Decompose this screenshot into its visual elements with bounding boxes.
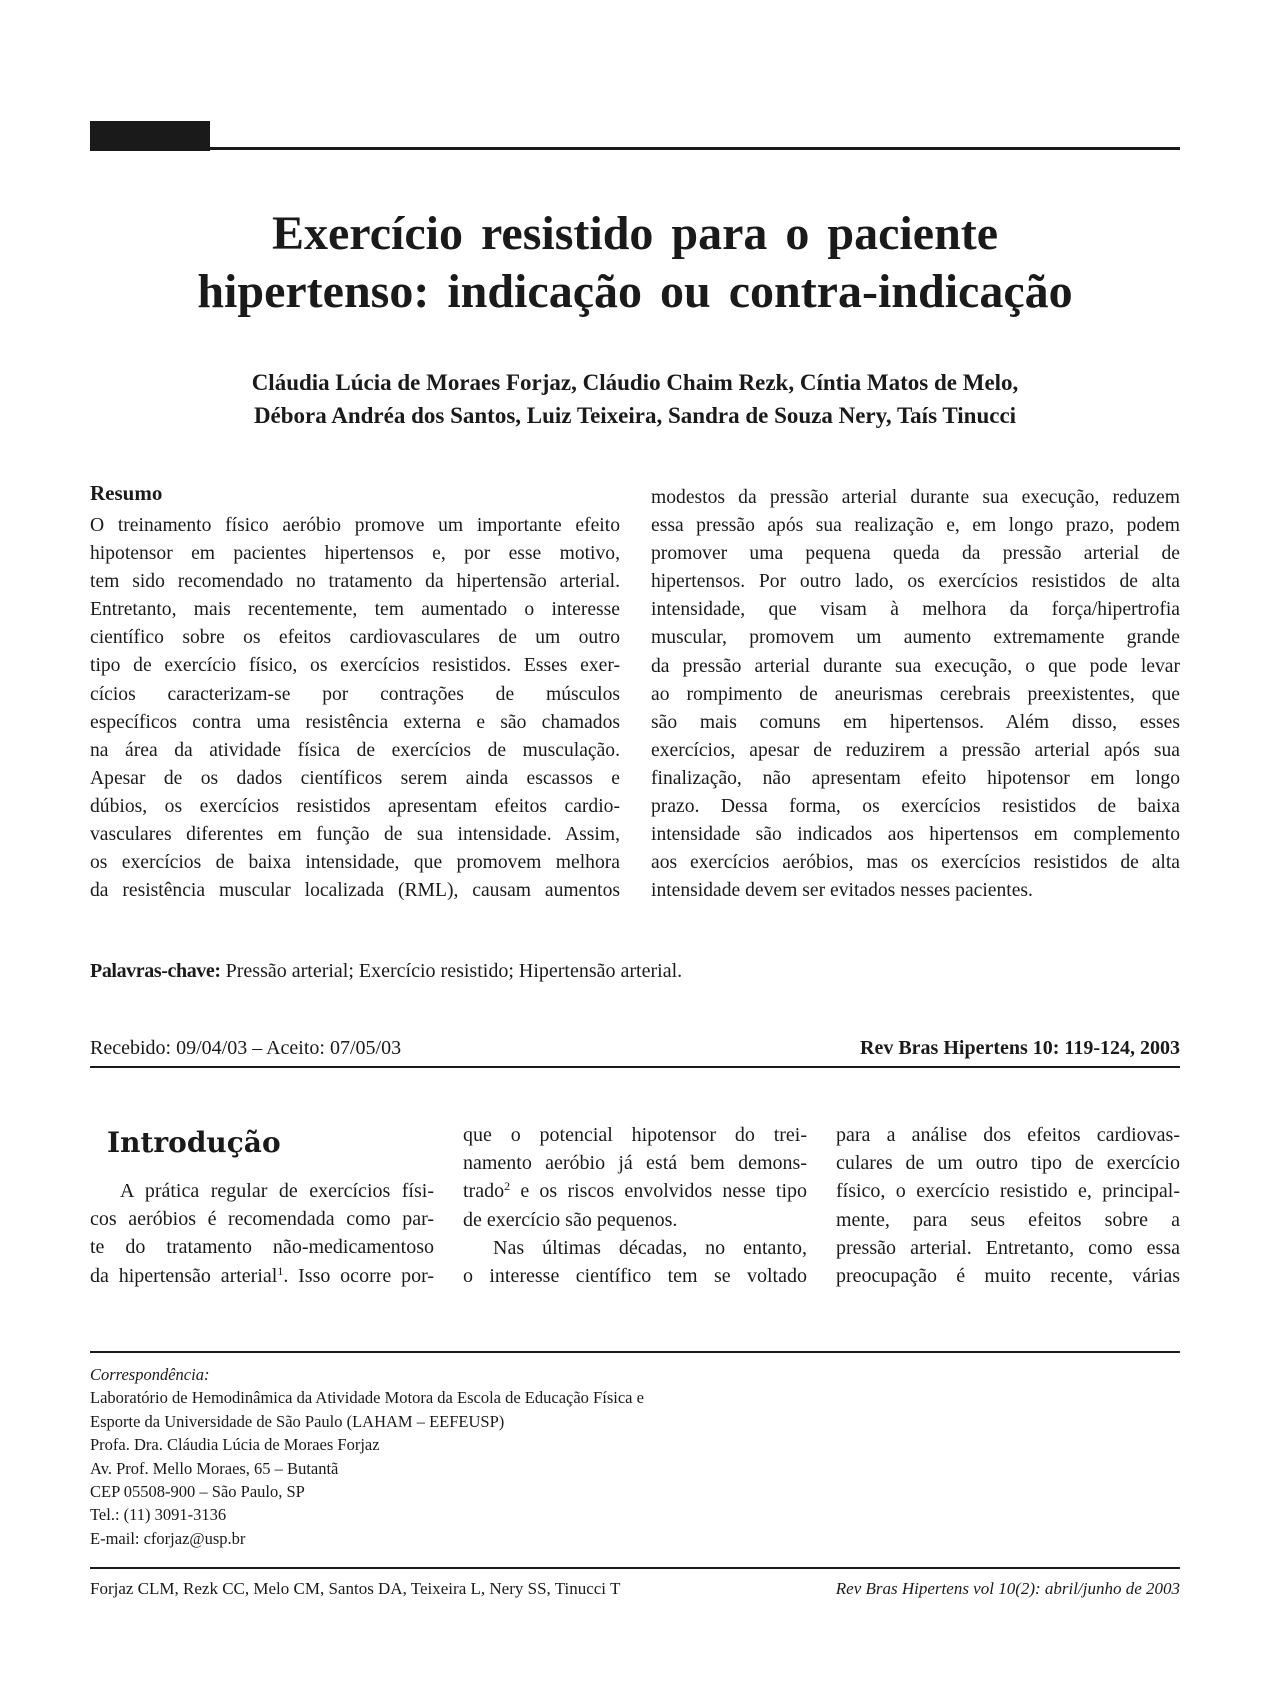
body-line: que o potencial hipotensor do trei- <box>463 1124 807 1146</box>
body-line: te do tratamento não-medicamentoso <box>90 1236 434 1259</box>
body-line <box>90 1262 434 1290</box>
body-line <box>463 1177 807 1205</box>
body-column-3 <box>836 1121 1180 1290</box>
body-line: cos aeróbios é recomendada como par- <box>90 1208 434 1231</box>
abstract-line: prazo. Dessa forma, os exercícios resistidos de baixa <box>651 796 1180 818</box>
header-rule <box>90 147 1180 150</box>
correspondence-line: Laboratório de Hemodinâmica da Atividade Motora da Escola de Educação Física e <box>90 1388 644 1408</box>
received-dates: Recebido: 09/04/03 – Aceito: 07/05/03 <box>90 1037 402 1059</box>
correspondence-line: CEP 05508-900 – São Paulo, SP <box>90 1482 305 1502</box>
abstract-line: modestos da pressão arterial durante sua execução, reduzem <box>651 487 1180 508</box>
keywords-text: Pressão arterial; Exercício resistido; Hipertensão arterial. <box>220 960 683 982</box>
abstract-right-column <box>651 484 1180 905</box>
body-text: . Isso ocorre por- <box>283 1264 434 1287</box>
abstract-line: O treinamento físico aeróbio promove um importante efeito <box>90 515 620 536</box>
abstract-line: ao rompimento de aneurismas cerebrais preexistentes, que <box>651 683 1180 705</box>
abstract-heading: Resumo <box>90 481 163 505</box>
correspondence-line: Tel.: (11) 3091-3136 <box>90 1505 227 1525</box>
abstract-line: muscular, promovem um aumento extremamente grande <box>651 627 1180 649</box>
author-line: Cláudia Lúcia de Moraes Forjaz, Cláudio Chaim Rezk, Cíntia Matos de Melo, <box>251 370 1019 395</box>
abstract-line: da resistência muscular localizada (RML), causam aumentos <box>90 880 620 902</box>
keywords-label: Palavras-chave: <box>90 960 221 982</box>
footer-authors: Forjaz CLM, Rezk CC, Melo CM, Santos DA, Teixeira L, Nery SS, Tinucci T <box>90 1579 621 1598</box>
abstract-line: específicos contra uma resistência externa e são chamados <box>90 711 620 733</box>
body-line: namento aeróbio já está bem demons- <box>463 1152 807 1175</box>
footer-rule <box>90 1567 1180 1569</box>
abstract-line: intensidade são indicados aos hipertensos em complemento <box>651 824 1180 846</box>
body-line: pressão arterial. Entretanto, como essa <box>836 1236 1180 1259</box>
body-text: e os riscos envolvidos nesse tipo <box>510 1180 807 1203</box>
abstract-line: cícios caracterizam-se por contrações de músculos <box>90 683 620 705</box>
body-text: da hipertensão arterial <box>90 1264 278 1287</box>
author-line: Débora Andréa dos Santos, Luiz Teixeira, Sandra de Souza Nery, Taís Tinucci <box>253 403 1017 428</box>
body-line: físico, o exercício resistido e, principal- <box>836 1180 1180 1203</box>
abstract-line: na área da atividade física de exercícios de musculação. <box>90 739 620 761</box>
reference-marker: 1 <box>277 1263 284 1278</box>
abstract-line: hipotensor em pacientes hipertensos e, por esse motivo, <box>90 543 620 565</box>
correspondence-line: Av. Prof. Mello Moraes, 65 – Butantã <box>90 1458 339 1478</box>
correspondence-email: E-mail: cforjaz@usp.br <box>90 1528 246 1548</box>
abstract-line: aos exercícios aeróbios, mas os exercícios resistidos de alta <box>651 852 1180 874</box>
abstract-line: Apesar de os dados científicos serem ainda escassos e <box>90 767 620 789</box>
abstract-line: vasculares diferentes em função de sua intensidade. Assim, <box>90 824 620 846</box>
abstract-line: são mais comuns em hipertensos. Além disso, esses <box>651 711 1180 733</box>
reference-marker: 2 <box>504 1179 511 1194</box>
abstract-line: dúbios, os exercícios resistidos apresentam efeitos cardio- <box>90 795 620 817</box>
section-heading-introduction: Introdução <box>107 1126 281 1159</box>
body-line: mente, para seus efeitos sobre a <box>836 1208 1180 1231</box>
correspondence-label: Correspondência: <box>90 1365 210 1384</box>
keywords <box>90 960 682 983</box>
author-list <box>90 366 1180 432</box>
abstract-line: essa pressão após sua realização e, em longo prazo, podem <box>651 515 1180 537</box>
body-line: o interesse científico tem se voltado <box>463 1264 807 1287</box>
abstract-line: intensidade devem ser evitados nesses pacientes. <box>651 880 1033 902</box>
body-line: culares de um outro tipo de exercício <box>836 1152 1180 1175</box>
body-line: Nas últimas décadas, no entanto, <box>493 1236 807 1259</box>
title-line: Exercício resistido para o paciente <box>271 207 999 260</box>
abstract-line: científico sobre os efeitos cardiovasculares de um outro <box>90 627 620 649</box>
abstract-line: hipertensos. Por outro lado, os exercícios resistidos de alta <box>651 571 1180 593</box>
article-title <box>90 205 1180 321</box>
abstract-line: Entretanto, mais recentemente, tem aumentado o interesse <box>90 599 620 621</box>
abstract-line: exercícios, apesar de reduzirem a pressão arterial após sua <box>651 739 1180 761</box>
title-line: hipertenso: indicação ou contra-indicação <box>197 265 1073 318</box>
abstract-left-column <box>90 512 620 905</box>
body-column-1 <box>90 1177 434 1290</box>
body-text: trado <box>463 1180 505 1203</box>
body-line: para a análise dos efeitos cardiovas- <box>836 1124 1180 1146</box>
body-line: A prática regular de exercícios físi- <box>120 1180 434 1202</box>
abstract-line: da pressão arterial durante sua execução, o que pode levar <box>651 655 1180 677</box>
body-column-2 <box>463 1121 807 1290</box>
footer-journal: Rev Bras Hipertens vol 10(2): abril/junho de 2003 <box>835 1579 1180 1598</box>
correspondence-line: Profa. Dra. Cláudia Lúcia de Moraes Forjaz <box>90 1435 380 1455</box>
abstract-line: finalização, não apresentam efeito hipotensor em longo <box>651 767 1180 789</box>
correspondence-block <box>90 1363 644 1550</box>
journal-citation: Rev Bras Hipertens 10: 119-124, 2003 <box>860 1037 1180 1059</box>
abstract-line: os exercícios de baixa intensidade, que promovem melhora <box>90 852 620 874</box>
correspondence-rule <box>90 1351 1180 1353</box>
correspondence-line: Esporte da Universidade de São Paulo (LAHAM – EEFEUSP) <box>90 1411 505 1431</box>
abstract-line: tem sido recomendado no tratamento da hipertensão arterial. <box>90 571 620 593</box>
citation-rule <box>90 1066 1180 1068</box>
abstract-line: tipo de exercício físico, os exercícios resistidos. Esses exer- <box>90 655 620 677</box>
abstract-line: promover uma pequena queda da pressão arterial de <box>651 543 1180 565</box>
abstract-line: intensidade, que visam à melhora da força/hipertrofia <box>651 599 1180 621</box>
body-line: preocupação é muito recente, várias <box>836 1264 1180 1287</box>
body-line: de exercício são pequenos. <box>463 1208 678 1231</box>
